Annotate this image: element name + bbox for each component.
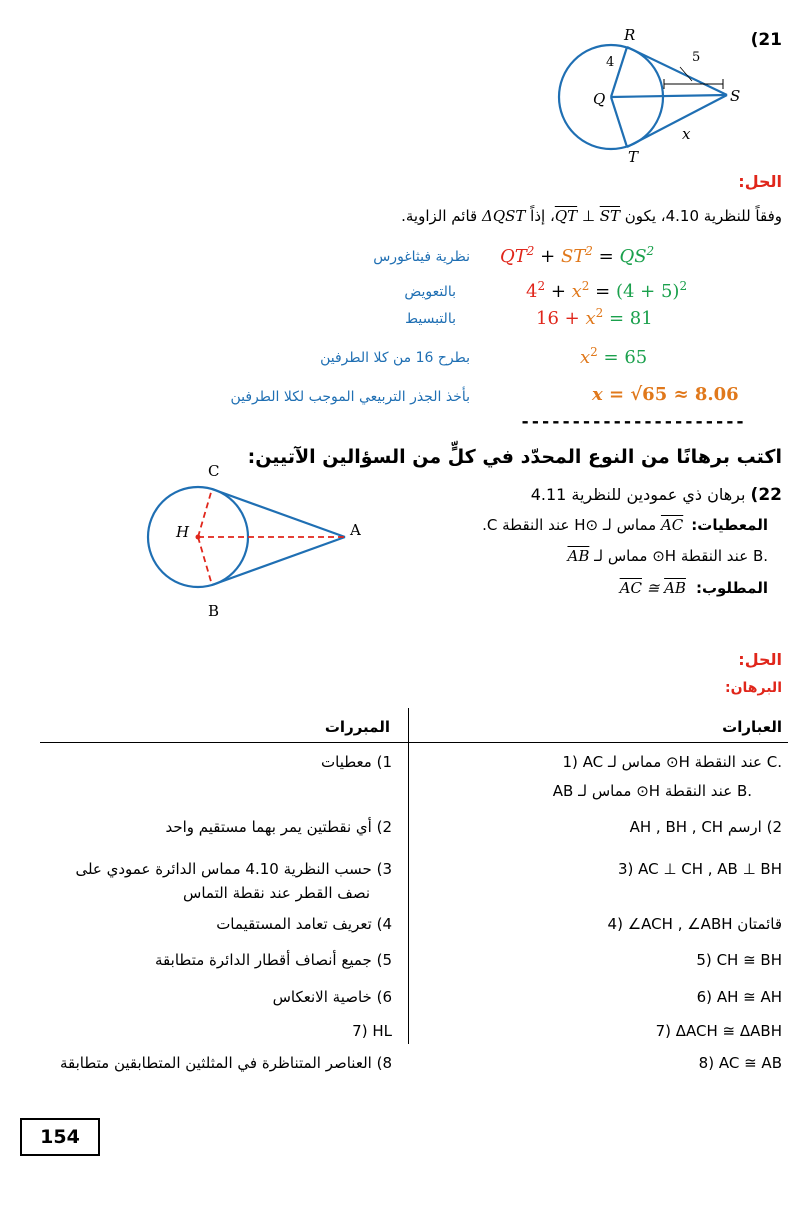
row4-reason-num: 4) xyxy=(376,915,392,933)
row2-statement: ارسم AH , BH , CH xyxy=(629,818,762,836)
row4-num: 4) xyxy=(607,915,623,933)
statements-header: العبارات xyxy=(722,718,782,736)
eq1-st: ST xyxy=(560,246,586,267)
eq3-x: x xyxy=(585,308,596,329)
eq5-x: x xyxy=(592,384,603,405)
row3-statement: AC ⊥ CH , AB ⊥ BH xyxy=(638,860,782,878)
eq4 xyxy=(580,345,647,371)
row7-num: 7) xyxy=(655,1022,671,1040)
q22-proof-header: البرهان: xyxy=(725,680,782,696)
eq2-plus: + xyxy=(545,281,572,302)
q21-intro xyxy=(401,207,782,225)
row7-reason: HL xyxy=(372,1022,392,1040)
eq5-val: 8.06 xyxy=(694,384,739,405)
row8-reason: العناصر المتناظرة في المثلثين المتطابقين متطابقة xyxy=(59,1054,372,1072)
row5-num: 5) xyxy=(696,951,712,969)
fig21-label-Q: Q xyxy=(593,90,606,108)
row8-num: 8) xyxy=(698,1054,715,1072)
row5-reason-num: 5) xyxy=(376,951,392,969)
question-21-number: (21 xyxy=(750,30,782,50)
row5-reason: جميع أنصاف أقطار الدائرة متطابقة xyxy=(155,951,372,969)
fig22-label-H: H xyxy=(176,523,190,541)
reasons-header: المبررات xyxy=(324,718,390,736)
prove-label: المطلوب: xyxy=(695,579,768,597)
q22-title-row xyxy=(531,485,782,505)
row1-reason: معطيات xyxy=(321,753,372,771)
proof-row-3-statement xyxy=(618,860,782,878)
proof-row-1-statement xyxy=(563,753,783,771)
given1-seg: AC xyxy=(660,516,684,534)
step5-reason: بأخذ الجذر التربيعي الموجب لكلا الطرفين xyxy=(230,389,470,405)
proof-row-2-statement xyxy=(630,818,782,836)
row6-num: 6) xyxy=(696,988,713,1006)
eq3-sq: 2 xyxy=(595,306,604,320)
proof-row-7-reason xyxy=(352,1022,392,1040)
fig21-label-5: 5 xyxy=(692,50,701,65)
step4-reason: بطرح 16 من كلا الطرفين xyxy=(320,350,470,366)
proof-row-1-statement-2: AB مماس لـ ⊙H عند النقطة B. xyxy=(552,782,752,800)
eq2-sq1: 2 xyxy=(537,279,546,293)
intro-perp: ⊥ xyxy=(577,207,600,225)
proof-row-4-reason xyxy=(216,915,392,933)
q22-prove xyxy=(620,579,768,597)
fig21-label-S: S xyxy=(730,87,741,105)
row2-num: 2) xyxy=(766,818,782,836)
figure-22-circle-tangents xyxy=(140,462,370,612)
row3-reason-num: 3) xyxy=(376,860,392,878)
prove-seg-b: AB xyxy=(664,579,686,597)
question-22-number: 22) xyxy=(750,485,782,505)
row8-statement: AC ≅ AB xyxy=(718,1054,782,1072)
proof-table-divider-v xyxy=(408,708,409,1044)
step2-reason: بالتعويض xyxy=(404,284,456,300)
proof-row-6-reason xyxy=(273,988,392,1006)
eq2 xyxy=(526,279,687,305)
step1-reason: نظرية فيثاغورس xyxy=(373,249,470,265)
eq3-eq: = 81 xyxy=(603,308,653,329)
page-number: 154 xyxy=(20,1118,100,1156)
eq4-eq: = 65 xyxy=(597,347,648,368)
eq3 xyxy=(536,306,653,332)
fig21-label-T: T xyxy=(628,148,639,166)
intro-triangle: ΔQST xyxy=(481,207,526,225)
section-divider: ---------------------- xyxy=(520,412,746,432)
eq5-eq: = √65 ≈ xyxy=(602,384,695,405)
q22-given-1 xyxy=(482,516,768,534)
step3-reason: بالتبسيط xyxy=(405,311,456,327)
q21-solution-header: الحل: xyxy=(738,172,782,191)
row2-reason-num: 2) xyxy=(376,818,392,836)
eq2-sq2: 2 xyxy=(581,279,590,293)
q22-solution-header: الحل: xyxy=(738,650,782,669)
proof-row-5-statement xyxy=(696,951,782,969)
fig21-label-x: x xyxy=(682,125,691,143)
eq1-sq2: 2 xyxy=(585,244,593,258)
row2-reason: أي نقطتين يمر بهما مستقيم واحد xyxy=(165,818,372,836)
row6-reason-num: 6) xyxy=(376,988,392,1006)
fig22-label-C: C xyxy=(208,462,220,480)
row1-num: 1) xyxy=(562,753,578,771)
proof-table-divider-h xyxy=(40,742,788,743)
eq2-x: x xyxy=(571,281,582,302)
intro-seg-qt: QT xyxy=(554,207,578,225)
row4-statement: ∠ACH , ∠ABH قائمتان xyxy=(627,915,782,933)
proof-row-8-statement xyxy=(699,1054,782,1072)
row3-num: 3) xyxy=(617,860,634,878)
intro-text-c: قائم الزاوية. xyxy=(401,207,482,225)
proof-row-6-statement xyxy=(697,988,782,1006)
figure-21-circle-tangents xyxy=(540,25,760,165)
given-label: المعطيات: xyxy=(691,516,768,534)
row5-statement: CH ≅ BH xyxy=(716,951,782,969)
proof-row-4-statement xyxy=(608,915,782,933)
row1-statement: AC مماس لـ ⊙H عند النقطة C. xyxy=(582,753,782,771)
row8-reason-num: 8) xyxy=(376,1054,392,1072)
fig22-label-A: A xyxy=(350,521,361,539)
eq1 xyxy=(500,244,654,270)
fig21-label-R: R xyxy=(624,26,636,44)
fig21-label-4: 4 xyxy=(606,55,615,70)
eq5 xyxy=(592,384,739,410)
prove-seg-a: $\overline{AC}$ xyxy=(619,579,642,597)
eq3-a: 16 + xyxy=(536,308,586,329)
proof-row-3-reason-2: نصف القطر عند نقطة التماس xyxy=(183,884,370,902)
given2-text: مماس لـ ⊙H عند النقطة B. xyxy=(589,547,768,565)
intro-text-b: ، إذاً xyxy=(525,207,555,225)
given2-seg: AB xyxy=(567,547,590,565)
eq1-sq1: 2 xyxy=(526,244,535,258)
eq4-sq: 2 xyxy=(590,345,598,359)
proof-row-3-reason xyxy=(75,860,392,878)
fig22-label-B: B xyxy=(208,602,220,620)
q22-given-2 xyxy=(567,547,768,565)
proof-row-5-reason xyxy=(155,951,392,969)
given1-text: مماس لـ ⊙H عند النقطة C. xyxy=(482,516,661,534)
row7-statement: ΔACH ≅ ΔABH xyxy=(675,1022,782,1040)
eq2-eq: = xyxy=(589,281,616,302)
row1-reason-num: 1) xyxy=(376,753,392,771)
proof-row-2-reason xyxy=(165,818,392,836)
q22-title: برهان ذي عمودين للنظرية 4.11 xyxy=(530,485,746,504)
eq2-sq3: 2 xyxy=(679,279,688,293)
eq1-qt: QT xyxy=(500,246,527,267)
eq2-a: 4 xyxy=(526,281,538,302)
proof-row-7-statement xyxy=(656,1022,782,1040)
intro-text-a: وفقاً للنظرية 4.10، يكون xyxy=(620,207,782,225)
eq1-qs: QS xyxy=(619,246,647,267)
row7-reason-num: 7) xyxy=(352,1022,368,1040)
proof-row-1-reason xyxy=(321,753,392,771)
eq1-sq3: 2 xyxy=(646,244,655,258)
prove-op: ≅ xyxy=(641,579,665,597)
proof-row-8-reason xyxy=(60,1054,392,1072)
eq2-b: (4 + 5) xyxy=(615,281,680,302)
eq1-plus: + xyxy=(534,246,561,267)
row4-reason: تعريف تعامد المستقيمات xyxy=(216,915,372,933)
row6-reason: خاصية الانعكاس xyxy=(272,988,372,1006)
eq4-x: x xyxy=(580,347,591,368)
eq1-eq: = xyxy=(592,246,620,267)
row6-statement: AH ≅ AH xyxy=(716,988,782,1006)
q22-instruction: اكتب برهانًا من النوع المحدّد في كلٍّ من السؤالين الآتيين: xyxy=(247,446,782,468)
intro-seg-st: ST xyxy=(599,207,621,225)
row3-reason: حسب النظرية 4.10 مماس الدائرة عمودي على xyxy=(75,860,372,878)
